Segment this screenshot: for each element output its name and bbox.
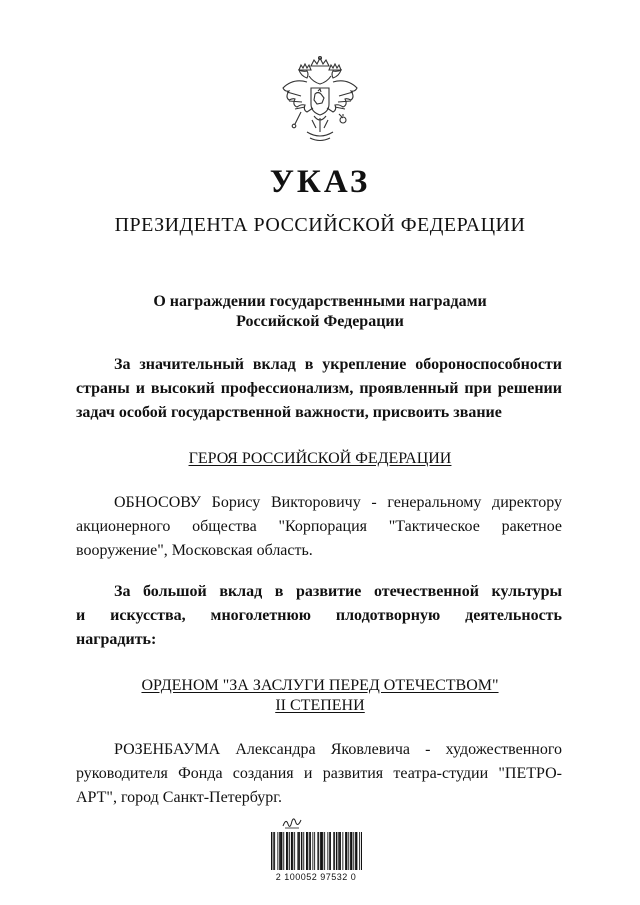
barcode-bar <box>281 832 282 870</box>
barcode-bar <box>299 832 300 870</box>
barcode-bar <box>324 832 325 870</box>
decree-heading-line: О награждении государственными наградами <box>153 293 487 310</box>
text-line: страны и высокий профессионализм, проявленный при решении <box>76 380 562 397</box>
barcode-bar <box>303 832 304 870</box>
barcode-bar <box>338 832 339 870</box>
barcode-bar <box>317 832 318 870</box>
barcode-bar <box>353 832 354 870</box>
barcode-bar <box>283 832 284 870</box>
barcode-bar <box>333 832 334 870</box>
text-line: акционерного общества "Корпорация "Тактическое ракетное <box>76 518 562 535</box>
barcode-bar <box>361 832 362 870</box>
barcode-bar <box>342 832 343 870</box>
barcode-bar <box>312 832 313 870</box>
barcode-bar <box>322 832 323 870</box>
section1-intro <box>76 353 562 425</box>
barcode-bar <box>271 832 272 870</box>
barcode-bar <box>359 832 360 870</box>
barcode-bar <box>287 832 288 870</box>
barcode-bar <box>329 832 330 870</box>
barcode-bar <box>291 832 292 870</box>
text-line: вооружение", Московская область. <box>76 542 313 559</box>
barcode-bar <box>286 832 287 870</box>
barcode-bar <box>289 832 290 870</box>
text-line: АРТ", город Санкт-Петербург. <box>76 789 283 806</box>
barcode-bar <box>318 832 319 870</box>
section2-recipient <box>76 738 562 810</box>
award-title-hero <box>0 449 640 469</box>
barcode-number: 2 100052 97532 0 <box>275 872 357 882</box>
barcode-bar <box>274 832 275 870</box>
document-title: УКАЗ <box>269 164 371 200</box>
decree-heading-line: Российской Федерации <box>236 313 404 330</box>
barcode-bar <box>310 832 311 870</box>
barcode-bar <box>330 832 331 870</box>
barcode-bar <box>314 832 315 870</box>
section1-recipient <box>76 491 562 563</box>
text-line: задач особой государственной важности, присвоить звание <box>76 404 502 421</box>
barcode-bar <box>346 832 347 870</box>
barcode-icon <box>270 832 362 870</box>
barcode-bar <box>345 832 346 870</box>
barcode-bar <box>348 832 349 870</box>
barcode-bar <box>277 832 278 870</box>
document-subtitle: ПРЕЗИДЕНТА РОССИЙСКОЙ ФЕДЕРАЦИИ <box>114 214 526 236</box>
barcode-bar <box>339 832 340 870</box>
barcode-bar <box>307 832 308 870</box>
barcode-bar <box>294 832 295 870</box>
barcode-bar <box>298 832 299 870</box>
award-title-order <box>0 676 640 716</box>
coat-of-arms-icon <box>277 54 363 150</box>
barcode-bar <box>340 832 341 870</box>
barcode-bar <box>292 832 293 870</box>
award-title-text: ОРДЕНОМ "ЗА ЗАСЛУГИ ПЕРЕД ОТЕЧЕСТВОМ" <box>141 677 499 694</box>
barcode-bar <box>351 832 352 870</box>
barcode-bar <box>279 832 280 870</box>
barcode-bar <box>320 832 321 870</box>
section2-intro <box>76 580 562 652</box>
text-line: За значительный вклад в укрепление обороноспособности <box>114 356 562 373</box>
barcode-bar <box>336 832 337 870</box>
barcode-bar <box>327 832 328 870</box>
barcode-bar <box>356 832 357 870</box>
barcode-bar <box>309 832 310 870</box>
text-line: ОБНОСОВУ Борису Викторовичу - генеральному директору <box>114 494 562 511</box>
barcode-bar <box>280 832 281 870</box>
text-line: За большой вклад в развитие отечественной культуры <box>114 583 562 600</box>
barcode-bar <box>297 832 298 870</box>
barcode-block <box>266 816 366 886</box>
barcode-bar <box>321 832 322 870</box>
text-line: РОЗЕНБАУМА Александра Яковлевича - художественного <box>114 741 562 758</box>
text-line: руководителя Фонда создания и развития театра-студии "ПЕТРО- <box>76 765 562 782</box>
award-title-text: ГЕРОЯ РОССИЙСКОЙ ФЕДЕРАЦИИ <box>188 450 452 467</box>
barcode-bar <box>306 832 307 870</box>
text-line: и искусства, многолетнюю плодотворную деятельность <box>76 607 562 624</box>
handwritten-mark-icon <box>281 816 305 830</box>
barcode-bar <box>350 832 351 870</box>
text-line: наградить: <box>76 631 157 648</box>
decree-heading <box>80 292 560 332</box>
barcode-bar <box>355 832 356 870</box>
barcode-bar <box>334 832 335 870</box>
barcode-bar <box>273 832 274 870</box>
award-title-text: II СТЕПЕНИ <box>275 697 365 714</box>
barcode-bar <box>301 832 302 870</box>
